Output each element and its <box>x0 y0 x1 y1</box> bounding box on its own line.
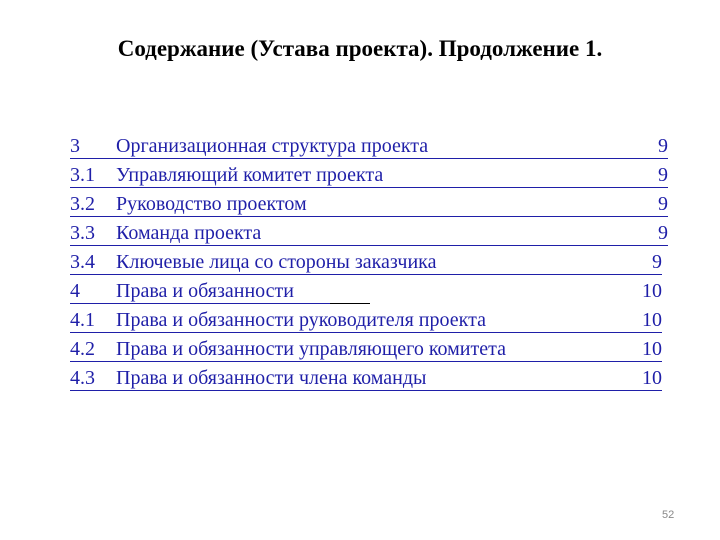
toc-entry[interactable] <box>70 221 670 250</box>
page-title: Содержание (Устава проекта). Продолжение 1. <box>117 36 603 61</box>
toc-entry[interactable] <box>70 192 670 221</box>
toc-entry-page: 10 <box>642 280 662 302</box>
toc-entry[interactable] <box>70 279 670 308</box>
toc-leader-line <box>330 303 370 304</box>
toc-entry[interactable] <box>70 308 670 337</box>
toc-entry-underline <box>70 187 668 188</box>
toc-entry[interactable] <box>70 134 670 163</box>
toc-entry[interactable] <box>70 163 670 192</box>
toc-entry-page: 9 <box>658 193 668 215</box>
toc-entry-page: 9 <box>652 251 662 273</box>
toc-entry-number: 4 <box>70 280 80 302</box>
toc-entry-number: 3.2 <box>70 193 95 215</box>
toc-entry-underline <box>70 245 668 246</box>
toc-entry-page: 10 <box>642 309 662 331</box>
toc-entry-number: 4.3 <box>70 367 95 389</box>
toc-entry-underline <box>70 361 662 362</box>
toc-entry-underline <box>70 274 662 275</box>
toc-entry-number: 3.3 <box>70 222 95 244</box>
toc-entry-label: Права и обязанности руководителя проекта <box>116 309 486 331</box>
toc-entry-number: 3 <box>70 135 80 157</box>
toc-entry-underline <box>70 216 668 217</box>
toc-entry-page: 10 <box>642 367 662 389</box>
toc-entry-underline <box>70 158 668 159</box>
toc-entry-label: Права и обязанности <box>116 280 294 302</box>
toc-entry-page: 9 <box>658 135 668 157</box>
toc-entry-label: Ключевые лица со стороны заказчика <box>116 251 437 273</box>
toc-entry-page: 9 <box>658 222 668 244</box>
toc-entry-underline <box>70 332 662 333</box>
table-of-contents <box>70 134 670 395</box>
toc-entry-number: 3.1 <box>70 164 95 186</box>
toc-entry-label: Руководство проектом <box>116 193 307 215</box>
toc-entry-page: 9 <box>658 164 668 186</box>
slide-number: 52 <box>662 509 675 521</box>
toc-entry-number: 3.4 <box>70 251 95 273</box>
toc-entry-number: 4.2 <box>70 338 95 360</box>
toc-entry-label: Управляющий комитет проекта <box>116 164 384 186</box>
toc-entry-label: Права и обязанности члена команды <box>116 367 427 389</box>
toc-entry[interactable] <box>70 250 670 279</box>
toc-entry-label: Организационная структура проекта <box>116 135 429 157</box>
toc-entry-label: Команда проекта <box>116 222 262 244</box>
toc-entry-underline <box>70 390 662 391</box>
toc-entry[interactable] <box>70 337 670 366</box>
toc-entry-underline <box>70 303 330 304</box>
toc-entry[interactable] <box>70 366 670 395</box>
toc-entry-page: 10 <box>642 338 662 360</box>
toc-entry-number: 4.1 <box>70 309 95 331</box>
toc-entry-label: Права и обязанности управляющего комитета <box>116 338 506 360</box>
